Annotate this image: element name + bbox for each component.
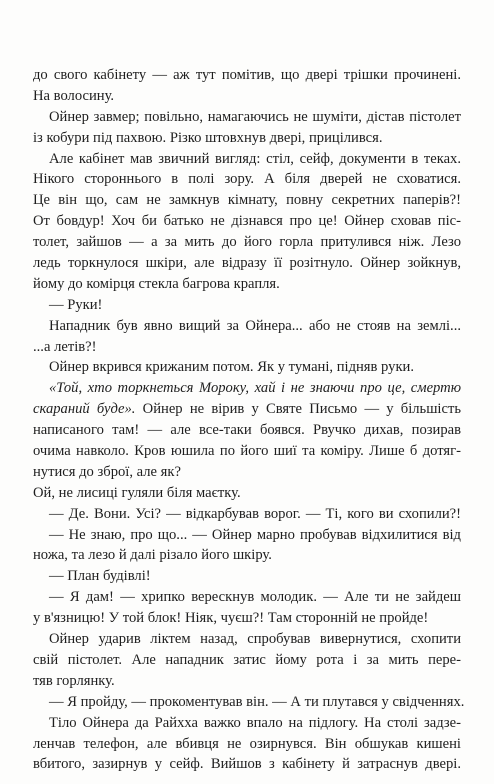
text-line: — Не знаю, про що... — Ойнер марно пробував відхилитися від [49, 526, 461, 543]
text-line: ножа, та лезо й далі різало його шкіру. [33, 547, 272, 564]
body-text [33, 65, 465, 775]
text-line: «Той, хто торкнеться Мороку, хай і не знаючи про це, смертю [49, 380, 461, 397]
text-line: — Де. Вони. Усі? — відкарбував ворог. — Ті, кого ви схопили?! [49, 505, 461, 522]
text-line: От бовдур! Хоч би батько не дізнався про це! Ойнер сховав піс- [33, 213, 461, 230]
text-line: із кобури під пахвою. Різко штовхнув двері, прицілився. [33, 129, 383, 146]
text-line [33, 399, 461, 420]
text-line: Нападник був явно вищий за Ойнера... або не стояв на землі... [49, 317, 461, 334]
text-line: Ойнер завмер; повільно, намагаючись не шуміти, дістав пістолет [49, 108, 461, 125]
text-line: — Руки! [49, 296, 103, 313]
text-line: тяв горлянку. [33, 672, 115, 689]
text-line: толет, зайшов — а за мить до його горла притулився ніж. Лезо [33, 234, 461, 251]
text-line: написаного там! — але все-таки боявся. Рвучко дихав, позирав [33, 422, 461, 439]
text-line: Це він що, сам не замкнув кімнату, повну секретних паперів?! [33, 192, 461, 209]
text-line: до свого кабінету — аж тут помітив, що двері трішки прочинені. [33, 67, 461, 83]
text-line: у в'язницю! У той блок! Ніяк, чуєш?! Там сторонній не пройде! [33, 610, 429, 627]
text-line: Ойнер ударив ліктем назад, спробував вивернутися, схопити [49, 631, 461, 648]
text-line: — План будівлі! [49, 568, 151, 585]
text-line: — Я дам! — хрипко верескнув молодик. — Але ти не зайдеш [49, 589, 461, 606]
text-line: вбитого, зазирнув у сейф. Вийшов з кабінету й затраснув двері. [33, 756, 461, 773]
text-line: Тіло Ойнера да Райхха важко впало на підлогу. На столі задзе- [49, 714, 461, 731]
text-line: Але кабінет мав звичний вигляд: стіл, сейф, документи в теках. [49, 150, 461, 167]
text-line: нутися до зброї, але як? [33, 463, 181, 480]
text-line: На волосину. [33, 87, 115, 104]
text-line: свій пістолет. Але нападник затис йому рота і за мить пере- [33, 651, 461, 668]
text-line: ледь торкнулося шкіри, але відразу її розітнуло. Ойнер зойкнув, [33, 255, 461, 272]
scripture-quote-end: скараний буде». [33, 401, 136, 418]
text-line: — Я пройду, — прокоментував він. — А ти плутався у свідченнях. [49, 693, 465, 710]
text-line: Ой, не лисиці гуляли біля маєтку. [33, 484, 241, 501]
text-line: очима навколо. Кров юшила по його шиї та коміру. Лише б дотяг- [33, 443, 461, 460]
text-line-rest: Ойнер не вірив у Святе Письмо — у більшість [135, 401, 461, 418]
text-line: ленчав телефон, але вбивця не озирнувся. Він обшукав кишені [33, 735, 461, 752]
text-line: Нікого стороннього в полі зору. А біля дверей не сховатися. [33, 171, 461, 188]
text-line: ...а летів?! [33, 338, 97, 355]
text-line: йому до комірця стекла багрова крапля. [33, 275, 280, 292]
text-line: Ойнер вкрився крижаним потом. Як у тумані, підняв руки. [49, 359, 415, 376]
